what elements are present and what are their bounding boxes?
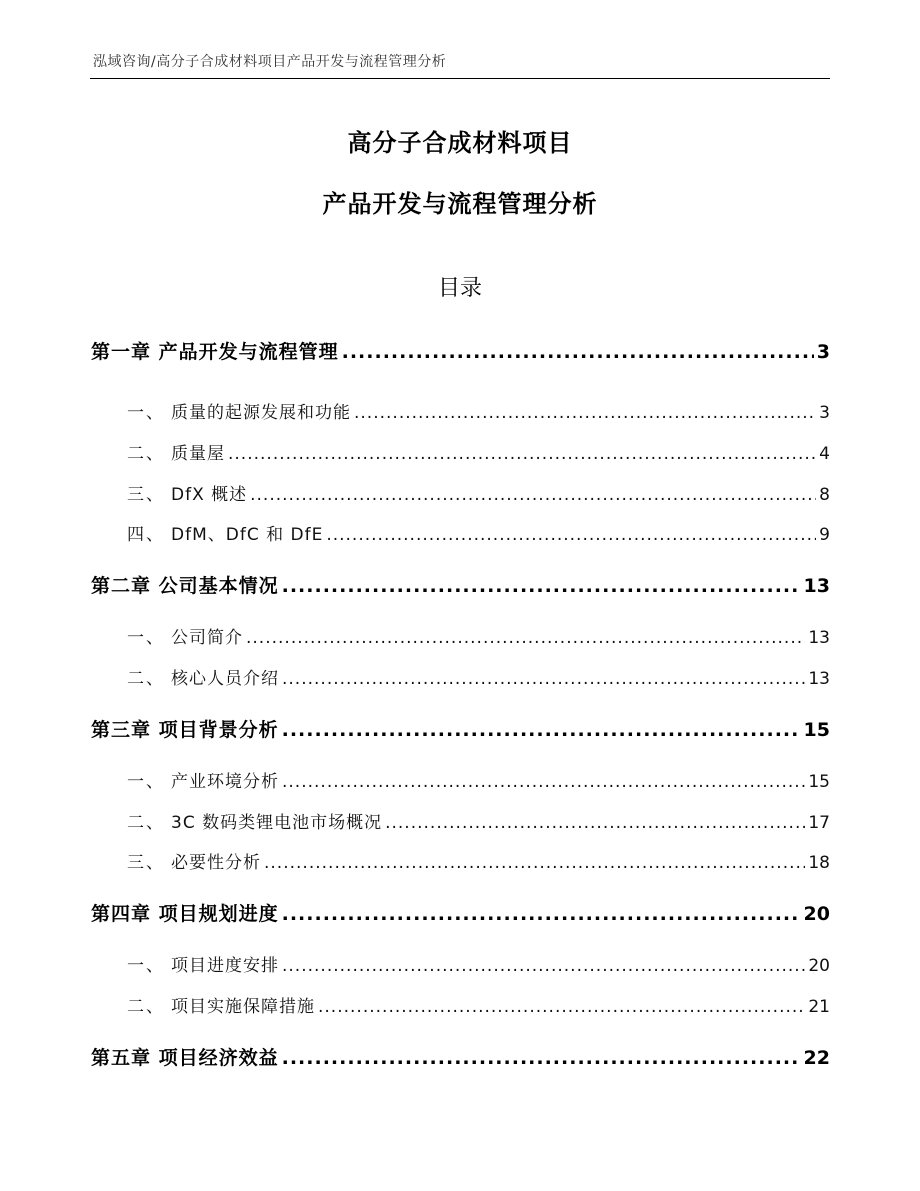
toc-leader-dots — [282, 956, 805, 976]
toc-section-3-3[interactable] — [127, 848, 830, 873]
document-title-line-2: 产品开发与流程管理分析 — [322, 190, 598, 218]
toc-section-3-2[interactable] — [127, 808, 830, 833]
document-title-line-1: 高分子合成材料项目 — [347, 129, 573, 157]
toc-leader-dots — [282, 903, 801, 925]
toc-section-number: 三、 — [127, 853, 165, 873]
toc-section-number: 三、 — [127, 485, 165, 505]
toc-entry-label: 第一章 产品开发与流程管理 — [91, 341, 339, 363]
toc-leader-dots — [282, 575, 801, 597]
toc-entry-label: 公司简介 — [171, 628, 243, 648]
toc-chapter-2[interactable] — [91, 571, 830, 598]
toc-page-number: 13 — [808, 669, 830, 689]
toc-page-number: 15 — [803, 719, 830, 741]
toc-leader-dots — [228, 444, 816, 464]
toc-leader-dots — [354, 403, 816, 423]
toc-page-number: 3 — [819, 403, 830, 423]
toc-page-number: 15 — [808, 772, 830, 792]
toc-section-1-4[interactable] — [127, 520, 830, 545]
toc-section-number: 一、 — [127, 403, 165, 423]
toc-section-2-2[interactable] — [127, 664, 830, 689]
toc-leader-dots — [282, 719, 801, 741]
running-header: 泓域咨询/高分子合成材料项目产品开发与流程管理分析 — [93, 54, 447, 70]
toc-page-number: 22 — [803, 1047, 830, 1069]
toc-entry-label: 项目进度安排 — [171, 956, 279, 976]
toc-heading: 目录 — [437, 276, 482, 301]
toc-entry-label: 第三章 项目背景分析 — [91, 719, 279, 741]
toc-section-number: 二、 — [127, 444, 165, 464]
toc-entry-label: 核心人员介绍 — [171, 669, 279, 689]
toc-entry-label: 质量屋 — [171, 444, 225, 464]
toc-entry-label: 第四章 项目规划进度 — [91, 903, 279, 925]
toc-page-number: 18 — [808, 853, 830, 873]
toc-entry-label: DfX 概述 — [171, 485, 248, 505]
toc-leader-dots — [318, 997, 805, 1017]
toc-chapter-5[interactable] — [91, 1043, 830, 1070]
toc-entry-label: 质量的起源发展和功能 — [171, 403, 351, 423]
toc-page-number: 13 — [803, 575, 830, 597]
toc-page-number: 20 — [808, 956, 830, 976]
header-divider — [90, 78, 830, 79]
toc-leader-dots — [326, 525, 816, 545]
toc-entry-label: 产业环境分析 — [171, 772, 279, 792]
toc-section-number: 一、 — [127, 956, 165, 976]
toc-leader-dots — [282, 772, 805, 792]
toc-chapter-3[interactable] — [91, 715, 830, 742]
toc-page-number: 4 — [819, 444, 830, 464]
toc-entry-label: 必要性分析 — [171, 853, 261, 873]
toc-page-number: 13 — [808, 628, 830, 648]
toc-leader-dots — [342, 341, 814, 363]
toc-entry-label: 第五章 项目经济效益 — [91, 1047, 279, 1069]
toc-section-number: 一、 — [127, 772, 165, 792]
toc-chapter-4[interactable] — [91, 899, 830, 926]
toc-page-number: 3 — [816, 341, 830, 363]
toc-leader-dots — [264, 853, 805, 873]
toc-entry-label: 项目实施保障措施 — [171, 997, 315, 1017]
toc-section-4-1[interactable] — [127, 951, 830, 976]
toc-entry-label: 3C 数码类锂电池市场概况 — [171, 813, 383, 833]
toc-page-number: 8 — [819, 485, 830, 505]
toc-page-number: 17 — [808, 813, 830, 833]
toc-entry-label: 第二章 公司基本情况 — [91, 575, 279, 597]
toc-section-1-2[interactable] — [127, 439, 830, 464]
toc-section-4-2[interactable] — [127, 992, 830, 1017]
toc-leader-dots — [282, 1047, 801, 1069]
toc-section-number: 二、 — [127, 813, 165, 833]
toc-section-1-1[interactable] — [127, 398, 830, 423]
toc-section-number: 一、 — [127, 628, 165, 648]
toc-section-2-1[interactable] — [127, 623, 830, 648]
toc-section-3-1[interactable] — [127, 767, 830, 792]
toc-leader-dots — [250, 485, 816, 505]
toc-section-1-3[interactable] — [127, 480, 830, 505]
toc-page-number: 20 — [803, 903, 830, 925]
toc-section-number: 二、 — [127, 669, 165, 689]
toc-page-number: 21 — [808, 997, 830, 1017]
toc-chapter-1[interactable] — [91, 337, 830, 364]
toc-section-number: 四、 — [127, 525, 165, 545]
toc-entry-label: DfM、DfC 和 DfE — [171, 525, 324, 545]
toc-leader-dots — [282, 669, 805, 689]
toc-leader-dots — [385, 813, 805, 833]
toc-leader-dots — [246, 628, 805, 648]
toc-section-number: 二、 — [127, 997, 165, 1017]
toc-page-number: 9 — [819, 525, 830, 545]
